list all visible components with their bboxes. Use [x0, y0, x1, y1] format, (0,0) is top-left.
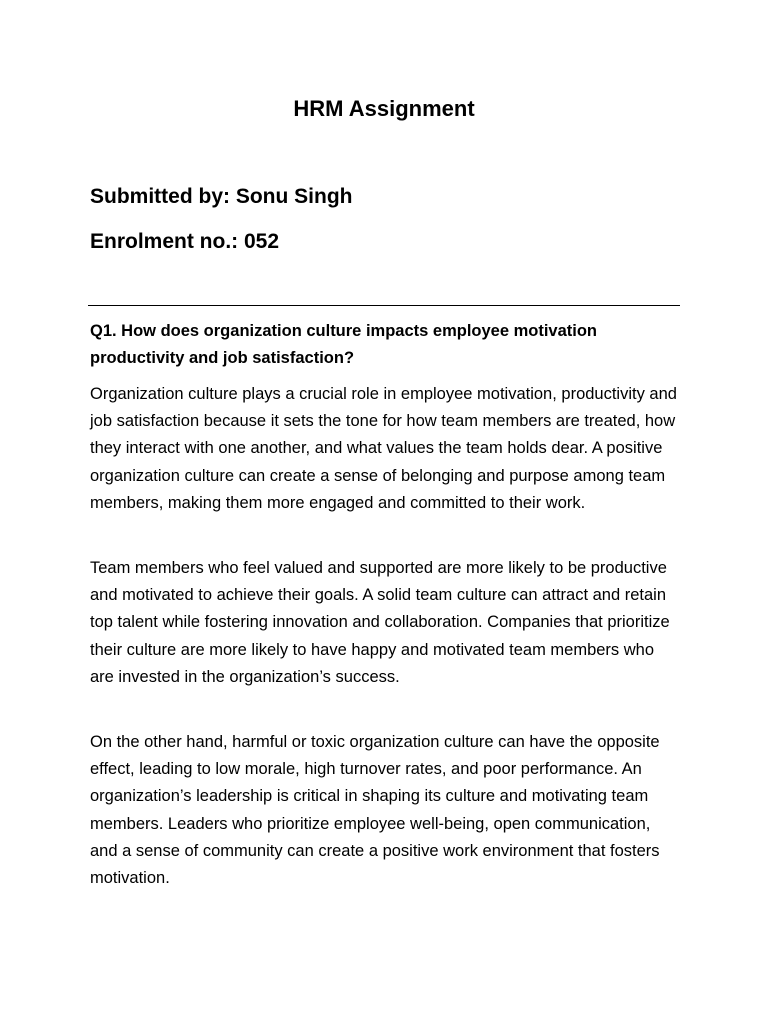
answer-paragraph-2: Team members who feel valued and supported are more likely to be productive and motivated to achieve their goals. A solid team culture can attract and retain top talent while fostering innovation and collaboration. Companies that prioritize their culture are more likely to have happy and motivated team members who are invested in the organization’s success.	[90, 559, 670, 686]
enrolment-number: Enrolment no.: 052	[90, 230, 280, 253]
question-heading: Q1. How does organization culture impacts employee motivation productivity and job satisfaction?	[90, 322, 598, 367]
answer-paragraph-3: On the other hand, harmful or toxic organization culture can have the opposite effect, leading to low morale, high turnover rates, and poor performance. An organization’s leadership is critical in shaping its culture and motivating team members. Leaders who prioritize employee well-being, open communication, and a sense of community can create a positive work environment that fosters motivation.	[90, 733, 660, 888]
submitted-by: Submitted by: Sonu Singh	[90, 185, 353, 208]
answer-paragraph-1: Organization culture plays a crucial role in employee motivation, productivity and job satisfaction because it sets the tone for how team members are treated, how they interact with one another, and what values the team holds dear. A positive organization culture can create a sense of belonging and purpose among team members, making them more engaged and committed to their work.	[90, 385, 677, 512]
document-title: HRM Assignment	[293, 96, 475, 121]
horizontal-divider	[88, 305, 680, 306]
